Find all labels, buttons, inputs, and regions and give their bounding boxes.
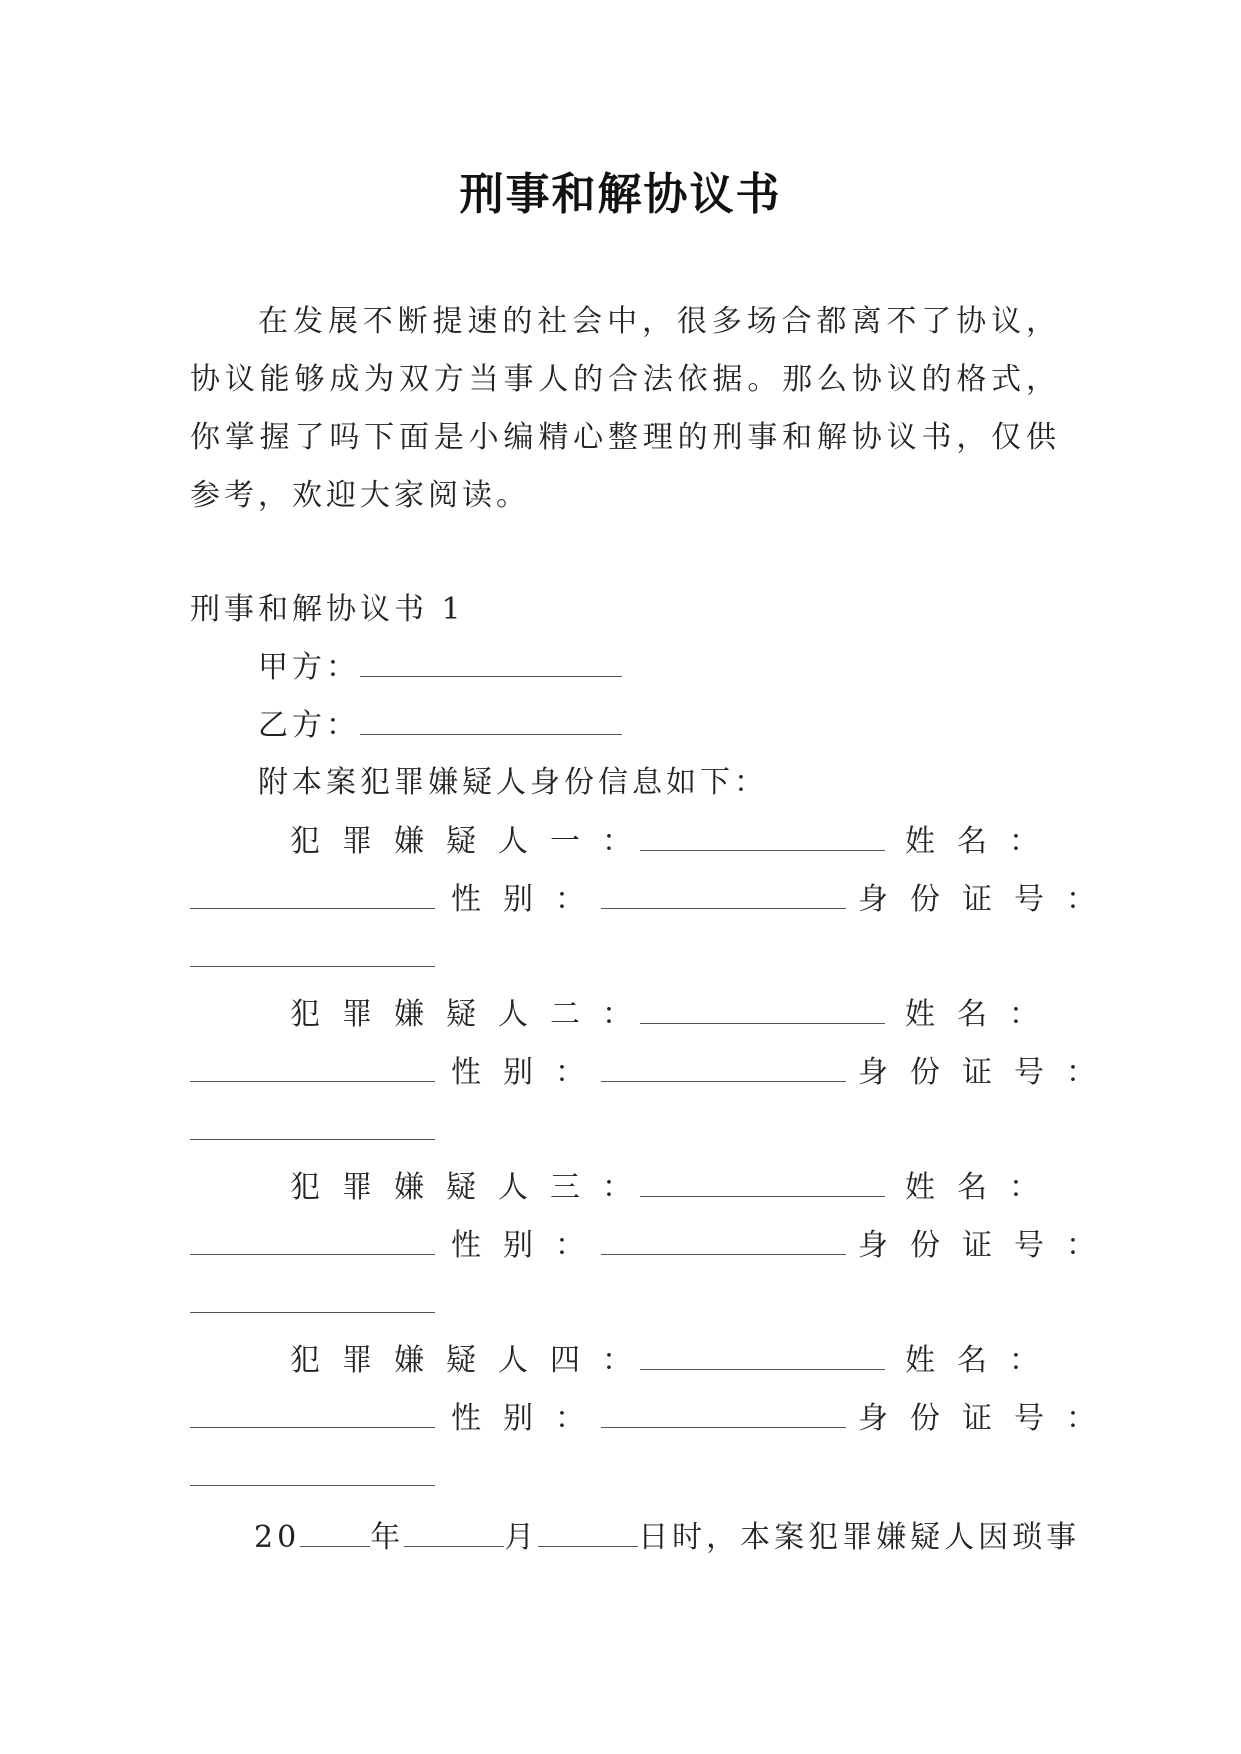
colon: ： bbox=[602, 1343, 632, 1378]
gender-blank bbox=[601, 1399, 846, 1428]
id-blank bbox=[190, 938, 435, 967]
id-blank bbox=[190, 1284, 435, 1313]
field-id-label: 身份证号 bbox=[858, 1228, 1066, 1263]
date-line bbox=[254, 1518, 1080, 1558]
colon: ： bbox=[602, 824, 632, 859]
id-blank-line bbox=[190, 1111, 435, 1151]
name-field-line bbox=[905, 822, 1039, 862]
date-prefix: 20 bbox=[254, 1520, 301, 1555]
name-field-line bbox=[905, 1168, 1039, 1208]
party-b-line bbox=[258, 706, 622, 746]
colon: ： bbox=[1066, 1055, 1096, 1090]
month-blank bbox=[404, 1518, 504, 1547]
gender-blank bbox=[601, 1053, 846, 1082]
gender-blank bbox=[601, 880, 846, 909]
name-blank bbox=[640, 1168, 885, 1197]
colon: ： bbox=[1009, 824, 1039, 859]
id-blank-line bbox=[190, 938, 435, 978]
colon: ： bbox=[1009, 1343, 1039, 1378]
name-blank-line bbox=[640, 1341, 885, 1381]
field-id-label: 身份证号 bbox=[858, 882, 1066, 917]
name-value-blank bbox=[190, 1053, 435, 1082]
name-blank-line bbox=[640, 822, 885, 862]
colon: ： bbox=[1066, 882, 1096, 917]
field-name-label: 姓名 bbox=[905, 1343, 1009, 1378]
name-field-line bbox=[905, 1341, 1039, 1381]
name-blank-line bbox=[640, 1168, 885, 1208]
field-name-label: 姓名 bbox=[905, 824, 1009, 859]
gender-id-line bbox=[190, 1399, 1096, 1439]
intro-paragraph: 在发展不断提速的社会中，很多场合都离不了协议，协议能够成为双方当事人的合法依据。那么协议的格式，你掌握了吗下面是小编精心整理的刑事和解协议书，仅供参考，欢迎大家阅读。 bbox=[190, 304, 1060, 513]
suspect-info-intro: 附本案犯罪嫌疑人身份信息如下： bbox=[258, 765, 768, 800]
gender-id-line bbox=[190, 1053, 1096, 1093]
document-title: 刑事和解协议书 bbox=[459, 169, 782, 220]
day-suffix: 日时，本案犯罪嫌疑人因琐事 bbox=[638, 1520, 1081, 1555]
party-b-label: 乙方： bbox=[258, 708, 360, 743]
party-a-line bbox=[258, 648, 622, 688]
gender-id-line bbox=[190, 880, 1096, 920]
id-blank bbox=[190, 1111, 435, 1140]
id-blank-line bbox=[190, 1457, 435, 1497]
colon: ： bbox=[555, 1055, 585, 1090]
colon: ： bbox=[555, 1228, 585, 1263]
name-value-blank bbox=[190, 1399, 435, 1428]
colon: ： bbox=[602, 997, 632, 1032]
field-gender-label: 性别 bbox=[451, 1401, 555, 1436]
name-blank bbox=[640, 1341, 885, 1370]
colon: ： bbox=[555, 1401, 585, 1436]
gender-blank bbox=[601, 1226, 846, 1255]
section-title: 刑事和解协议书 1 bbox=[190, 592, 465, 627]
year-label: 年 bbox=[370, 1520, 405, 1555]
colon: ： bbox=[555, 882, 585, 917]
field-name-label: 姓名 bbox=[905, 1170, 1009, 1205]
colon: ： bbox=[1066, 1228, 1096, 1263]
field-gender-label: 性别 bbox=[451, 882, 555, 917]
party-a-label: 甲方： bbox=[258, 650, 360, 685]
field-id-label: 身份证号 bbox=[858, 1055, 1066, 1090]
colon: ： bbox=[1009, 1170, 1039, 1205]
name-value-blank bbox=[190, 1226, 435, 1255]
party-b-blank bbox=[360, 706, 622, 735]
colon: ： bbox=[602, 1170, 632, 1205]
name-blank bbox=[640, 995, 885, 1024]
suspect-label-line bbox=[290, 1341, 632, 1381]
party-a-blank bbox=[360, 648, 622, 677]
suspect-label-line bbox=[290, 1168, 632, 1208]
name-field-line bbox=[905, 995, 1039, 1035]
colon: ： bbox=[1066, 1401, 1096, 1436]
id-blank-line bbox=[190, 1284, 435, 1324]
field-gender-label: 性别 bbox=[451, 1055, 555, 1090]
id-blank bbox=[190, 1457, 435, 1486]
suspect-label-line bbox=[290, 822, 632, 862]
month-label: 月 bbox=[504, 1520, 539, 1555]
suspect-label: 犯罪嫌疑人二 bbox=[290, 997, 602, 1032]
suspect-label: 犯罪嫌疑人一 bbox=[290, 824, 602, 859]
suspect-label: 犯罪嫌疑人四 bbox=[290, 1343, 602, 1378]
name-value-blank bbox=[190, 880, 435, 909]
day-blank bbox=[538, 1518, 638, 1547]
field-name-label: 姓名 bbox=[905, 997, 1009, 1032]
year-blank bbox=[300, 1518, 370, 1547]
name-blank bbox=[640, 822, 885, 851]
suspect-label: 犯罪嫌疑人三 bbox=[290, 1170, 602, 1205]
field-id-label: 身份证号 bbox=[858, 1401, 1066, 1436]
gender-id-line bbox=[190, 1226, 1096, 1266]
suspect-label-line bbox=[290, 995, 632, 1035]
colon: ： bbox=[1009, 997, 1039, 1032]
field-gender-label: 性别 bbox=[451, 1228, 555, 1263]
name-blank-line bbox=[640, 995, 885, 1035]
